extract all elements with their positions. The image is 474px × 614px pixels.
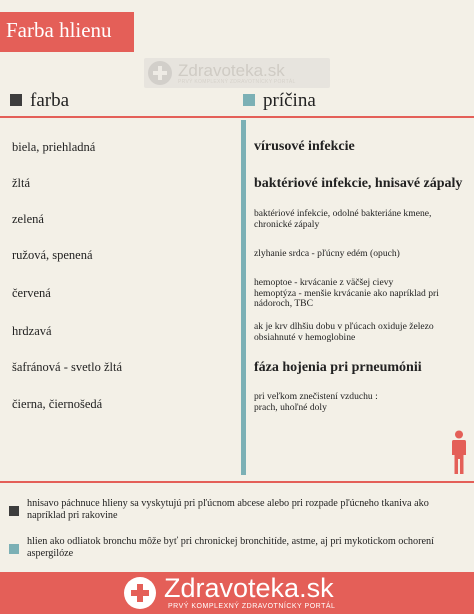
footer-tagline: PRVÝ KOMPLEXNÝ ZDRAVOTNÍCKY PORTÁL	[168, 603, 336, 610]
cause-text: vírusové infekcie	[254, 139, 355, 154]
cause-text: zlyhanie srdca - pľúcny edém (opuch)	[254, 248, 400, 259]
page-title: Farba hlienu	[6, 18, 112, 42]
cause-text: pri veľkom znečistení vzduchu : prach, uhoľné doly	[254, 391, 378, 413]
watermark-subtitle: PRVÝ KOMPLEXNÝ ZDRAVOTNÍCKY PORTÁL	[178, 79, 296, 85]
person-icon	[451, 430, 467, 474]
cause-text: hemoptoe - krvácanie z väčšej cievy hemoptýza - menšie krvácanie ako napríklad pri nádoroch, TBC	[254, 277, 439, 310]
watermark-name: Zdravoteka.sk	[178, 61, 285, 80]
title-banner	[0, 12, 134, 52]
dark-square-bullet	[10, 94, 22, 106]
column-divider	[241, 120, 246, 475]
cause-text: ak je krv dlhšiu dobu v pľúcach oxiduje železo obsiahnuté v hemoglobine	[254, 321, 434, 343]
teal-square-bullet	[243, 94, 255, 106]
dark-square-bullet	[9, 506, 19, 516]
note-item: hlien ako odliatok bronchu môže byť pri chronickej bronchitíde, astme, aj pri mykotickom ochorení aspergilóze	[9, 536, 464, 560]
teal-square-bullet	[9, 544, 19, 554]
medical-cross-icon	[148, 61, 172, 85]
color-label: ružová, spenená	[12, 248, 93, 262]
cause-text: baktériové infekcie, odolné bakteriáne kmene, chronické zápaly	[254, 208, 432, 230]
watermark	[144, 58, 330, 88]
top-divider	[0, 116, 474, 118]
color-label: hrdzavá	[12, 324, 52, 338]
footer-brand: Zdravoteka.sk	[164, 573, 334, 603]
medical-cross-icon	[124, 577, 156, 609]
note-item: hnisavo páchnuce hlieny sa vyskytujú pri pľúcnom abcese alebo pri rozpade pľúcneho tkaniva ako napríklad pri rakovine	[9, 498, 464, 522]
footer-banner	[0, 572, 474, 614]
color-label: čierna, čiernošedá	[12, 397, 103, 411]
cause-text: fáza hojenia pri prneumónii	[254, 360, 422, 375]
cause-text: baktériové infekcie, hnisavé zápaly	[254, 176, 463, 191]
color-label: žltá	[12, 176, 31, 190]
color-label: šafránová - svetlo žltá	[12, 360, 123, 374]
bottom-divider	[0, 481, 474, 483]
color-label: červená	[12, 286, 51, 300]
color-label: zelená	[12, 212, 44, 226]
color-label: biela, priehladná	[12, 140, 96, 154]
